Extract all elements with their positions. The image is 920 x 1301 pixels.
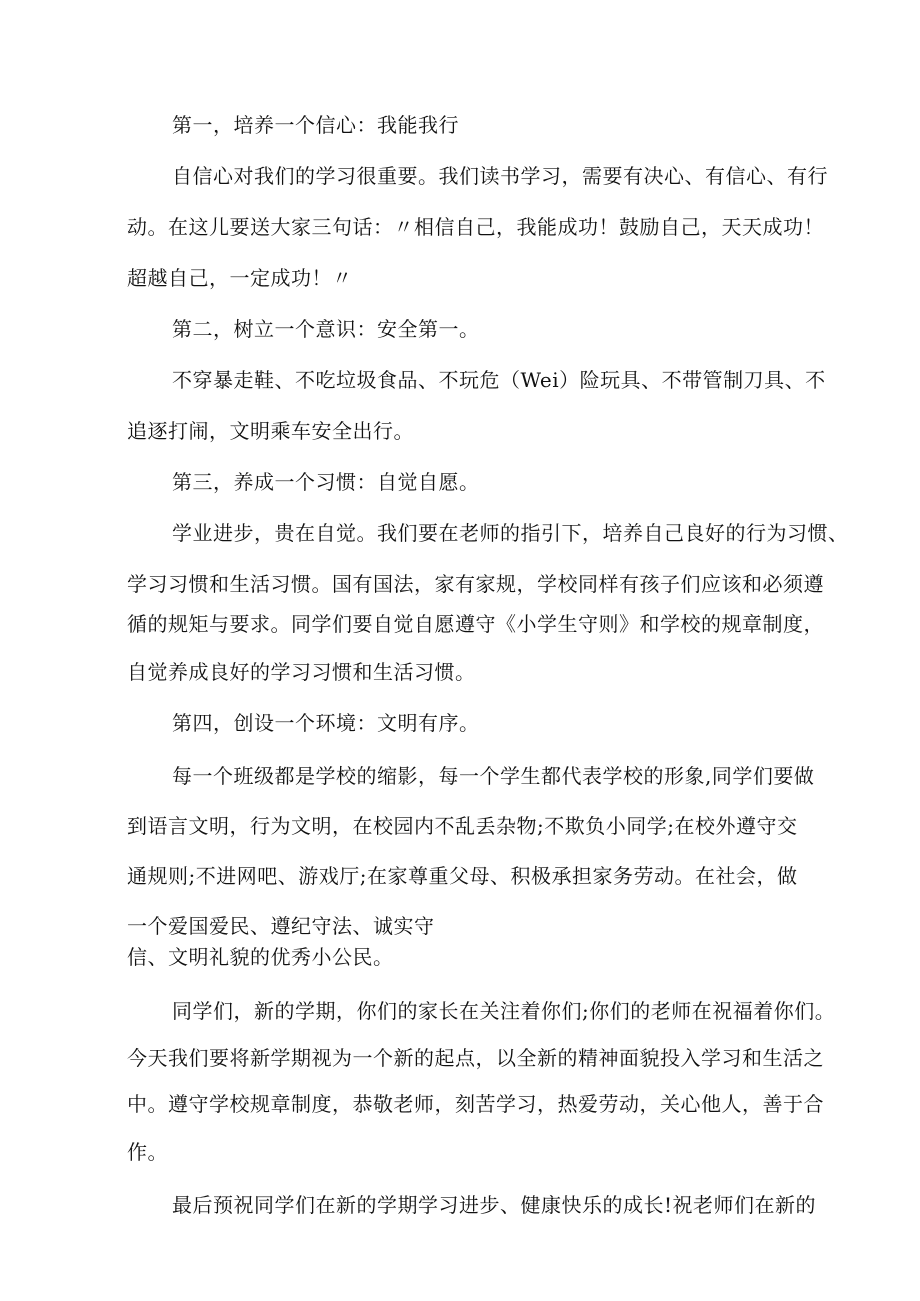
paragraph-line: 一个爱国爱民、遵纪守法、诚实守 xyxy=(127,914,435,938)
heading-fourth: 第四，创设一个环境：文明有序。 xyxy=(172,711,480,735)
paragraph-line: 追逐打闹，文明乘车安全出行。 xyxy=(127,419,414,443)
paragraph-line: 通规则;不进网吧、游戏厅;在家尊重父母、积极承担家务劳动。在社会，做 xyxy=(127,864,798,888)
paragraph-line: 最后预祝同学们在新的学期学习进步、健康快乐的成长!祝老师们在新的 xyxy=(172,1193,817,1217)
paragraph-line: 不穿暴走鞋、不吃垃圾食品、不玩危（Wei）险玩具、不带管制刀具、不 xyxy=(172,368,826,392)
paragraph-line: 作。 xyxy=(127,1140,168,1164)
paragraph-line: 学习习惯和生活习惯。国有国法，家有家规，学校同样有孩子们应该和必须遵 xyxy=(127,572,824,596)
paragraph-line: 到语言文明，行为文明，在校园内不乱丢杂物;不欺负小同学;在校外遵守交 xyxy=(127,814,798,838)
paragraph-line: 动。在这儿要送大家三句话：〃相信自己，我能成功！鼓励自己，天天成功！ xyxy=(127,215,824,239)
paragraph-line: 今天我们要将新学期视为一个新的起点，以全新的精神面貌投入学习和生活之 xyxy=(127,1046,824,1070)
paragraph-line: 学业进步，贵在自觉。我们要在老师的指引下，培养自己良好的行为习惯、 xyxy=(172,521,849,545)
paragraph-line: 自觉养成良好的学习习惯和生活习惯。 xyxy=(127,660,476,684)
paragraph-line: 超越自己，一定成功！〃 xyxy=(127,266,353,290)
paragraph-line: 中。遵守学校规章制度，恭敬老师，刻苦学习，热爱劳动，关心他人，善于合 xyxy=(127,1092,824,1116)
paragraph-line: 自信心对我们的学习很重要。我们读书学习，需要有决心、有信心、有行 xyxy=(172,164,828,188)
heading-third: 第三，养成一个习惯：自觉自愿。 xyxy=(172,470,480,494)
paragraph-line: 信、文明礼貌的优秀小公民。 xyxy=(127,945,394,969)
paragraph-line: 每一个班级都是学校的缩影，每一个学生都代表学校的形象,同学们要做 xyxy=(172,764,815,788)
heading-second: 第二，树立一个意识：安全第一。 xyxy=(172,317,480,341)
heading-first: 第一，培养一个信心：我能我行 xyxy=(172,113,459,137)
paragraph-line: 循的规矩与要求。同学们要自觉自愿遵守《小学生守则》和学校的规章制度， xyxy=(127,612,824,636)
paragraph-line: 同学们，新的学期，你们的家长在关注着你们;你们的老师在祝福着你们。 xyxy=(172,999,836,1023)
